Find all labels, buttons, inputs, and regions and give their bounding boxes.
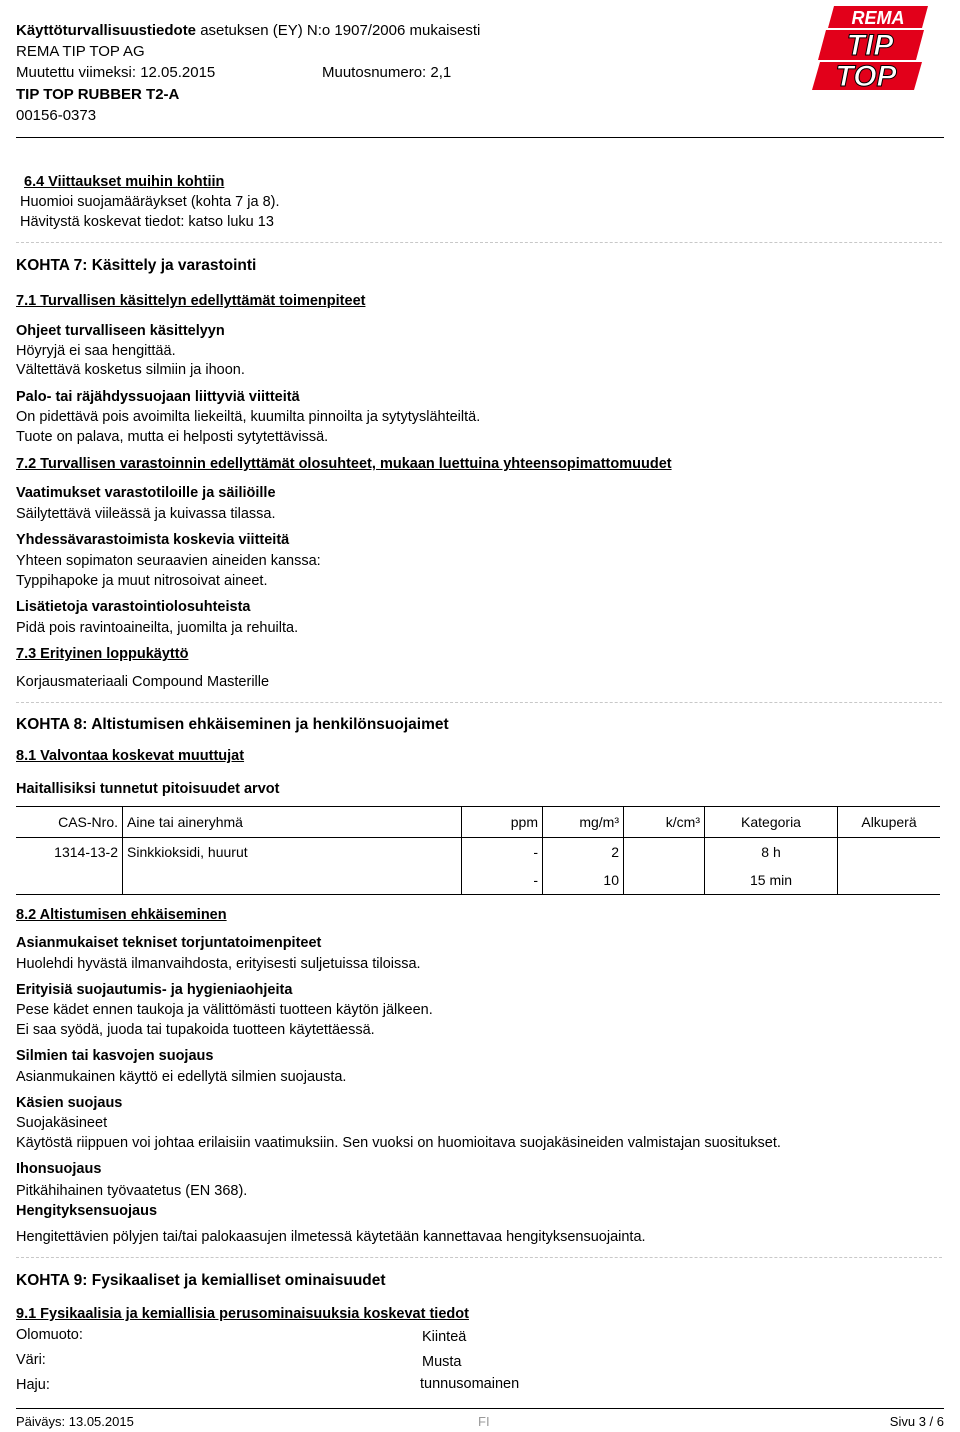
cell-kcm3 — [624, 866, 705, 895]
property-value: tunnusomainen — [420, 1376, 520, 1392]
document-title-bold: Käyttöturvallisuustiedote — [16, 22, 197, 39]
technical-measures-heading: Asianmukaiset tekniset torjuntatoimenpiteet — [16, 935, 322, 951]
section-9-title: KOHTA 9: Fysikaaliset ja kemialliset ominaisuudet — [16, 1272, 386, 1289]
section-7-1-heading: 7.1 Turvallisen käsittelyn edellyttämät toimenpiteet — [16, 293, 366, 309]
cell-mgm3: 2 — [543, 838, 624, 867]
logo-text-tip: TIP — [846, 29, 894, 62]
footer-page-number: Sivu 3 / 6 — [889, 1414, 944, 1429]
document-title-rest: asetuksen (EY) N:o 1907/2006 mukaisesti — [196, 22, 481, 39]
hygiene-line1: Pese kädet ennen taukoja ja välittömästi tuotteen käytön jälkeen. — [16, 1002, 433, 1018]
section-9-1-heading: 9.1 Fysikaalisia ja kemiallisia perusominaisuuksia koskevat tiedot — [16, 1306, 469, 1322]
header-rule — [16, 137, 944, 138]
handling-instructions-line1: Höyryjä ei saa hengittää. — [16, 343, 176, 359]
skin-protection-heading: Ihonsuojaus — [16, 1161, 102, 1177]
section-8-1-heading: 8.1 Valvontaa koskevat muuttujat — [16, 748, 245, 764]
cell-category: 15 min — [705, 866, 838, 895]
table-row — [16, 838, 940, 867]
technical-measures-line1: Huolehdi hyvästä ilmanvaihdosta, erityisesti suljetuissa tiloissa. — [16, 956, 421, 972]
fire-protection-line2: Tuote on palava, mutta ei helposti sytytettävissä. — [16, 429, 329, 445]
eye-protection-line1: Asianmukainen käyttö ei edellytä silmien suojausta. — [16, 1069, 347, 1085]
exposure-limits-table — [16, 806, 940, 895]
storage-info-heading: Lisätietoja varastointiolosuhteista — [16, 599, 251, 615]
col-mgm3: mg/m³ — [543, 807, 624, 838]
property-value: Musta — [422, 1354, 462, 1370]
cell-cas: 1314-13-2 — [16, 838, 123, 867]
section-7-2-heading: 7.2 Turvallisen varastoinnin edellyttämät olosuhteet, mukaan luettuina yhteensopimattomuudet — [16, 456, 672, 472]
specific-end-use: Korjausmateriaali Compound Masterille — [16, 674, 270, 690]
section-6-4-line1: Huomioi suojamääräykset (kohta 7 ja 8). — [20, 194, 280, 210]
table-row — [16, 866, 940, 895]
col-cas: CAS-Nro. — [16, 807, 123, 838]
divider — [16, 1257, 942, 1258]
revision-number: Muutosnumero: 2,1 — [322, 64, 452, 81]
cell-ppm: - — [462, 838, 543, 867]
col-kcm3: k/cm³ — [624, 807, 705, 838]
product-name: TIP TOP RUBBER T2-A — [16, 86, 180, 103]
eye-protection-heading: Silmien tai kasvojen suojaus — [16, 1048, 214, 1064]
col-ppm: ppm — [462, 807, 543, 838]
storage-requirements-heading: Vaatimukset varastotiloille ja säiliöille — [16, 485, 276, 501]
hand-protection-line1: Suojakäsineet — [16, 1115, 108, 1131]
section-7-title: KOHTA 7: Käsittely ja varastointi — [16, 257, 257, 274]
property-label: Väri: — [16, 1352, 46, 1368]
property-label: Olomuoto: — [16, 1327, 83, 1343]
logo-text-top: TOP — [835, 60, 897, 90]
cell-mgm3: 10 — [543, 866, 624, 895]
table-header-row — [16, 807, 940, 838]
joint-storage-line1: Yhteen sopimaton seuraavien aineiden kanssa: — [16, 553, 321, 569]
company-name: REMA TIP TOP AG — [16, 43, 145, 60]
cell-ppm: - — [462, 866, 543, 895]
footer-rule — [16, 1408, 944, 1409]
property-value: Kiinteä — [422, 1329, 467, 1345]
cell-origin — [838, 838, 941, 867]
logo-text-rema: REMA — [851, 8, 905, 28]
hygiene-heading: Erityisiä suojautumis- ja hygieniaohjeita — [16, 982, 293, 998]
cell-cas — [16, 866, 123, 895]
respiratory-protection-line1: Hengitettävien pölyjen tai/tai palokaasujen ilmetessä käytetään kannettavaa hengityksensuojainta. — [16, 1229, 646, 1245]
col-substance: Aine tai aineryhmä — [123, 807, 462, 838]
exposure-limits-heading: Haitallisiksi tunnetut pitoisuudet arvot — [16, 781, 280, 797]
storage-requirements-line1: Säilytettävä viileässä ja kuivassa tilassa. — [16, 506, 276, 522]
cell-substance: Sinkkioksidi, huurut — [123, 838, 462, 867]
joint-storage-line2: Typpihapoke ja muut nitrosoivat aineet. — [16, 573, 268, 589]
rema-tip-top-logo — [812, 4, 930, 90]
document-title — [16, 22, 480, 39]
section-8-2-heading: 8.2 Altistumisen ehkäiseminen — [16, 907, 227, 923]
hand-protection-line2: Käytöstä riippuen voi johtaa erilaisiin vaatimuksiin. Sen vuoksi on huomioitava suojakäsineiden valmistajan suositukset. — [16, 1135, 781, 1151]
footer-date: Päiväys: 13.05.2015 — [16, 1414, 134, 1429]
joint-storage-heading: Yhdessävarastoimista koskevia viitteitä — [16, 532, 290, 548]
cell-origin — [838, 866, 941, 895]
divider — [16, 242, 942, 243]
section-7-3-heading: 7.3 Erityinen loppukäyttö — [16, 646, 189, 662]
col-category: Kategoria — [705, 807, 838, 838]
hygiene-line2: Ei saa syödä, juoda tai tupakoida tuotteen käytettäessä. — [16, 1022, 375, 1038]
section-6-4-line2: Hävitystä koskevat tiedot: katso luku 13 — [20, 214, 274, 230]
skin-protection-line1: Pitkähihainen työvaatetus (EN 368). — [16, 1183, 248, 1199]
product-code: 00156-0373 — [16, 107, 97, 124]
divider — [16, 702, 942, 703]
handling-instructions-line2: Vältettävä kosketus silmiin ja ihoon. — [16, 362, 245, 378]
fire-protection-heading: Palo- tai räjähdyssuojaan liittyviä viitteitä — [16, 389, 300, 405]
respiratory-protection-heading: Hengityksensuojaus — [16, 1203, 158, 1219]
storage-info-line1: Pidä pois ravintoaineilta, juomilta ja rehuilta. — [16, 620, 299, 636]
modified-date: Muutettu viimeksi: 12.05.2015 — [16, 64, 216, 81]
footer-language: FI — [478, 1414, 490, 1429]
section-6-4-heading: 6.4 Viittaukset muihin kohtiin — [24, 174, 225, 190]
cell-kcm3 — [624, 838, 705, 867]
section-8-title: KOHTA 8: Altistumisen ehkäiseminen ja henkilönsuojaimet — [16, 716, 449, 733]
handling-instructions-heading: Ohjeet turvalliseen käsittelyyn — [16, 323, 225, 339]
col-origin: Alkuperä — [838, 807, 941, 838]
cell-substance — [123, 866, 462, 895]
fire-protection-line1: On pidettävä pois avoimilta liekeiltä, kuumilta pinnoilta ja sytytyslähteiltä. — [16, 409, 481, 425]
hand-protection-heading: Käsien suojaus — [16, 1095, 123, 1111]
cell-category: 8 h — [705, 838, 838, 867]
property-label: Haju: — [16, 1377, 50, 1393]
